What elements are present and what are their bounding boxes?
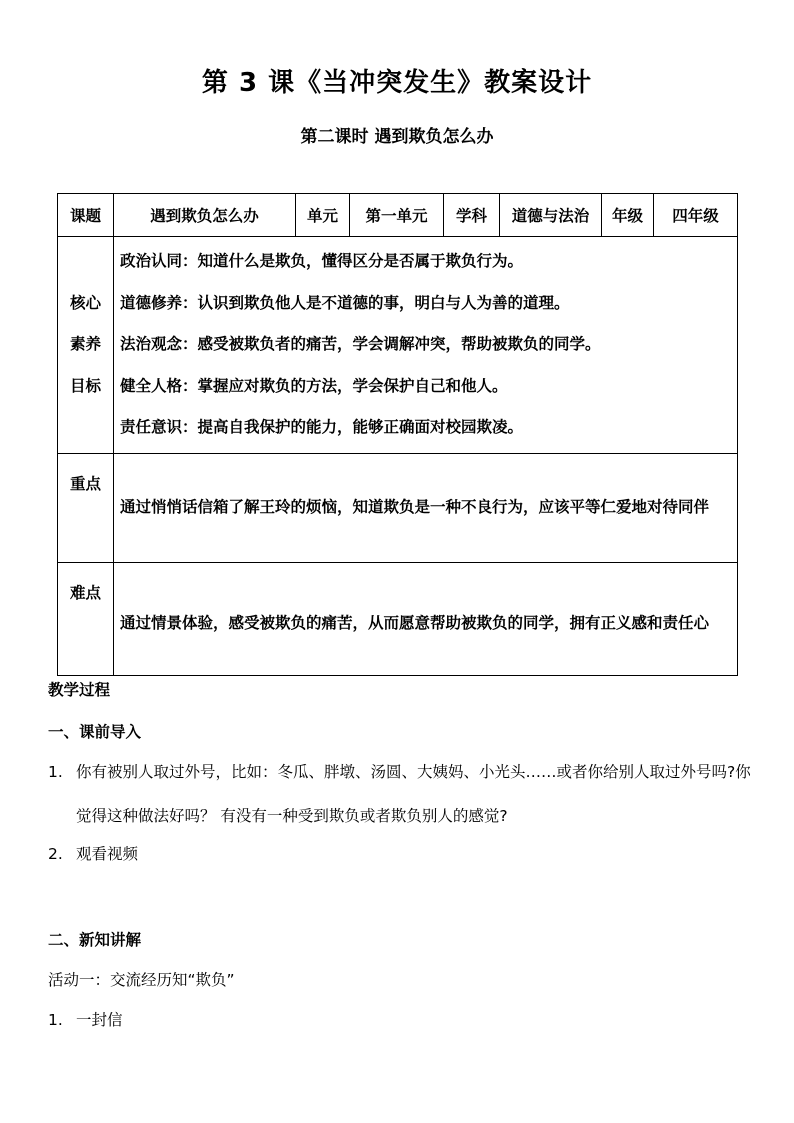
list-number: 1.	[48, 763, 63, 781]
process-heading: 教学过程	[48, 681, 111, 699]
grade-label: 年级	[602, 194, 654, 237]
difficulty-text: 通过情景体验，感受被欺负的痛苦，从而愿意帮助被欺负的同学，拥有正义感和责任心	[114, 562, 738, 675]
core-label-line: 核心	[69, 293, 101, 312]
list-item	[48, 750, 758, 838]
core-item: 责任意识：提高自我保护的能力，能够正确面对校园欺凌。	[120, 418, 524, 436]
core-item: 政治认同：知道什么是欺负，懂得区分是否属于欺负行为。	[120, 252, 524, 270]
topic-label: 课题	[58, 194, 114, 237]
core-item: 道德修养：认识到欺负他人是不道德的事，明白与人为善的道理。	[120, 293, 570, 312]
section1-heading: 一、课前导入	[48, 723, 142, 741]
list-number: 1.	[48, 1011, 63, 1029]
list-item	[48, 998, 758, 1042]
section2-heading: 二、新知讲解	[48, 931, 142, 949]
lesson-info-table	[57, 193, 738, 676]
list-text: 你有被别人取过外号，比如：冬瓜、胖墩、汤圆、大姨妈、小光头……或者你给别人取过外号吗?你觉得这种做法好吗？ 有没有一种受到欺负或者欺负别人的感觉?	[76, 763, 751, 825]
subject-label: 学科	[444, 194, 500, 237]
list-item	[48, 832, 758, 876]
list-number: 2.	[48, 845, 63, 863]
core-label-line: 素养	[69, 335, 101, 353]
activity-label: 活动一：交流经历知“欺负”	[48, 971, 235, 989]
core-literacy-content	[114, 237, 738, 454]
core-label-line: 目标	[69, 376, 101, 395]
key-point-text: 通过悄悄话信箱了解王玲的烦恼，知道欺负是一种不良行为，应该平等仁爱地对待同伴	[114, 453, 738, 562]
difficulty-label: 难点	[58, 562, 114, 675]
difficulty-row	[58, 562, 738, 675]
key-point-label: 重点	[58, 453, 114, 562]
list-text: 观看视频	[76, 845, 139, 863]
core-item: 法治观念：感受被欺负者的痛苦，学会调解冲突，帮助被欺负的同学。	[120, 335, 601, 353]
table-header-row	[58, 194, 738, 237]
grade-value: 四年级	[654, 194, 738, 237]
page-title: 第 3 课《当冲突发生》教案设计	[201, 68, 593, 98]
page-subtitle: 第二课时 遇到欺负怎么办	[300, 127, 494, 147]
core-item: 健全人格：掌握应对欺负的方法，学会保护自己和他人。	[120, 376, 508, 395]
topic-value: 遇到欺负怎么办	[114, 194, 296, 237]
core-literacy-row	[58, 237, 738, 454]
subject-value: 道德与法治	[500, 194, 602, 237]
list-text: 一封信	[76, 1011, 123, 1029]
core-literacy-label	[58, 237, 114, 454]
unit-value: 第一单元	[350, 194, 444, 237]
unit-label: 单元	[296, 194, 350, 237]
key-point-row	[58, 453, 738, 562]
